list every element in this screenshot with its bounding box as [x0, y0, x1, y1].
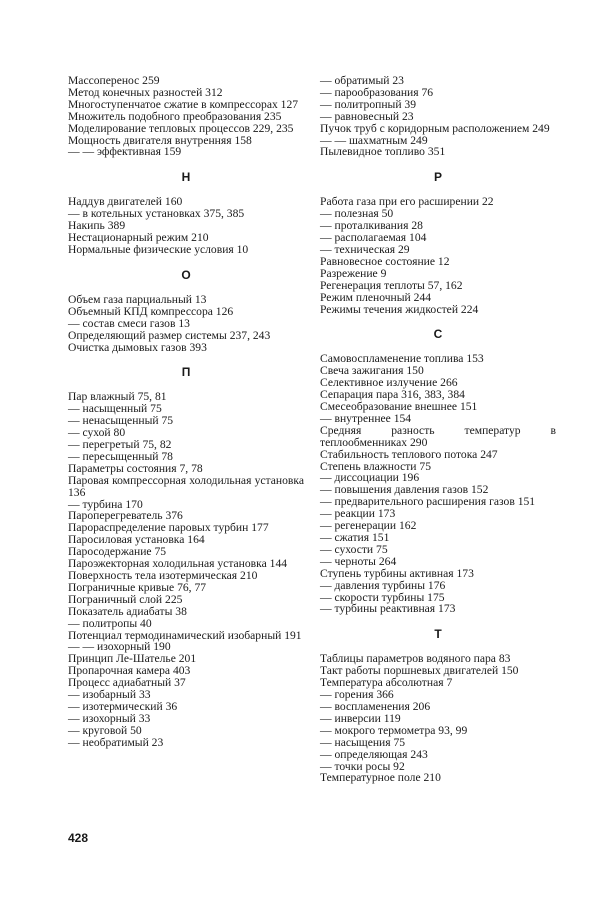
index-entry: Определяющий размер системы 237, 243: [68, 328, 271, 342]
index-entry: — скорости турбины 175: [320, 590, 445, 604]
section-letter: Т: [434, 627, 442, 642]
index-entry: Температура абсолютная 7: [320, 676, 453, 690]
index-entry: Пароперегреватель 376: [68, 509, 183, 523]
index-entry: — изобарный 33: [68, 688, 151, 702]
index-column-left: [68, 75, 304, 749]
index-entry: — ненасыщенный 75: [68, 414, 174, 428]
index-entry: — необратимый 23: [68, 735, 164, 749]
index-entry: — регенерации 162: [320, 519, 417, 533]
index-entry: — политропы 40: [68, 616, 152, 630]
index-entry: Паровая компрессорная холодильная установка 136: [68, 473, 304, 499]
index-entry: — инверсии 119: [320, 711, 401, 725]
index-entry: Работа газа при его расширении 22: [320, 195, 494, 209]
index-column-right: [320, 75, 556, 784]
index-entry: Смесеобразование внешнее 151: [320, 400, 478, 414]
section-letter: Н: [181, 170, 191, 185]
index-entry: Селективное излучение 266: [320, 376, 458, 390]
index-entry: Паросиловая установка 164: [68, 533, 205, 547]
index-entry: — располагаемая 104: [320, 231, 427, 245]
index-entry: Очистка дымовых газов 393: [68, 340, 207, 354]
index-entry: Степень влажности 75: [320, 459, 431, 473]
index-entry: Параметры состояния 7, 78: [68, 461, 203, 475]
section-letter: О: [181, 267, 191, 282]
index-entry: Принцип Ле-Шателье 201: [68, 652, 197, 666]
index-entry: Таблицы параметров водяного пара 83: [320, 652, 511, 666]
index-entry: Разрежение 9: [320, 266, 387, 280]
index-entry: Такт работы поршневых двигателей 150: [320, 664, 519, 678]
index-entry: — воспламенения 206: [320, 699, 431, 713]
index-entry: Средняя разность температур в теплообменниках 290: [320, 423, 556, 449]
index-entry: — пересыщенный 78: [68, 449, 173, 463]
index-entry: — круговой 50: [68, 723, 142, 737]
index-entry: Пропарочная камера 403: [68, 664, 191, 678]
index-entry: Режим пленочный 244: [320, 290, 432, 304]
section-letter: П: [181, 365, 191, 380]
index-entry: Температурное поле 210: [320, 771, 441, 785]
index-entry: Пароэжекторная холодильная установка 144: [68, 557, 288, 571]
index-entry: — мокрого термометра 93, 99: [320, 723, 468, 737]
section-letter: С: [433, 327, 443, 342]
index-entry: — парообразования 76: [320, 85, 434, 99]
index-entry: Массоперенос 259: [68, 74, 160, 87]
index-entry: — изотермический 36: [68, 699, 178, 713]
index-entry: — обратимый 23: [320, 74, 404, 87]
index-entry: — сухой 80: [68, 426, 126, 440]
index-entry: Мощность двигателя внутренняя 158: [68, 133, 252, 147]
index-entry: Пылевидное топливо 351: [320, 145, 446, 159]
index-entry: — техническая 29: [320, 242, 410, 256]
index-entry: Объем газа парциальный 13: [68, 292, 207, 306]
index-entry: — изохорный 33: [68, 711, 151, 725]
section-letter: Р: [433, 170, 442, 185]
index-entry: — давления турбины 176: [320, 578, 446, 592]
index-entry: — полезная 50: [320, 207, 394, 221]
index-entry: Множитель подобного преобразования 235: [68, 109, 282, 123]
index-entry: Пограничный слой 225: [68, 592, 183, 606]
index-entry: — сжатия 151: [320, 531, 390, 544]
index-entry: — черноты 264: [320, 554, 397, 568]
index-entry: — горения 366: [320, 688, 394, 702]
index-entry: — насыщенный 75: [68, 402, 162, 416]
index-entry: Пучок труб с коридорным расположением 249: [320, 121, 550, 135]
index-entry: — точки росы 92: [320, 759, 405, 773]
index-entry: Наддув двигателей 160: [68, 195, 183, 209]
index-entry: Стабильность теплового потока 247: [320, 447, 498, 461]
index-entry: Паросодержание 75: [68, 545, 167, 559]
index-entry: Показатель адиабаты 38: [68, 604, 187, 618]
index-entry: — перегретый 75, 82: [68, 438, 172, 452]
index-entry: — политропный 39: [320, 97, 417, 111]
index-entry: — реакции 173: [320, 507, 396, 521]
index-entry: Регенерация теплоты 57, 162: [320, 278, 463, 292]
index-entry: Равновесное состояние 12: [320, 254, 450, 268]
index-entry: — внутреннее 154: [320, 411, 412, 425]
index-entry: — сухости 75: [320, 542, 388, 556]
index-entry: Накипь 389: [68, 219, 126, 233]
index-entry: — состав смеси газов 13: [68, 316, 190, 330]
index-entry: Поверхность тела изотермическая 210: [68, 569, 258, 582]
index-entry: Нестационарный режим 210: [68, 231, 209, 245]
index-entry: — турбина 170: [68, 497, 143, 511]
index-entry: — проталкивания 28: [320, 219, 423, 233]
index-entry: Сепарация пара 316, 383, 384: [320, 388, 465, 402]
index-entry: — — эффективная 159: [68, 145, 182, 159]
index-entry: Потенциал термодинамический изобарный 191: [68, 628, 302, 642]
index-entry: — определяющая 243: [320, 747, 428, 761]
index-entry: — — изохорный 190: [68, 640, 171, 654]
index-entry: — предварительного расширения газов 151: [320, 495, 536, 509]
index-entry: Процесс адиабатный 37: [68, 676, 186, 690]
index-entry: Самовоспламенение топлива 153: [320, 352, 484, 366]
index-entry: — — шахматным 249: [320, 133, 428, 147]
index-entry: Нормальные физические условия 10: [68, 242, 249, 256]
index-entry: — турбины реактивная 173: [320, 602, 456, 616]
index-entry: Режимы течения жидкостей 224: [320, 302, 479, 316]
index-entry: — насыщения 75: [320, 735, 406, 749]
index-entry: Моделирование тепловых процессов 229, 235: [68, 121, 294, 135]
index-entry: — диссоциации 196: [320, 471, 420, 485]
index-entry: Объемный КПД компрессора 126: [68, 304, 234, 318]
index-entry: Ступень турбины активная 173: [320, 566, 474, 580]
index-entry: Многоступенчатое сжатие в компрессорах 127: [68, 97, 299, 111]
index-entry: Свеча зажигания 150: [320, 364, 424, 378]
page-number: 428: [68, 831, 89, 845]
index-entry: Пограничные кривые 76, 77: [68, 580, 207, 594]
index-entry: — в котельных установках 375, 385: [68, 207, 245, 221]
index-entry: Пар влажный 75, 81: [68, 390, 167, 404]
index-entry: — повышения давления газов 152: [320, 483, 489, 497]
index-entry: Парораспределение паровых турбин 177: [68, 521, 269, 535]
index-entry: Метод конечных разностей 312: [68, 85, 223, 99]
index-entry: — равновесный 23: [320, 109, 414, 123]
